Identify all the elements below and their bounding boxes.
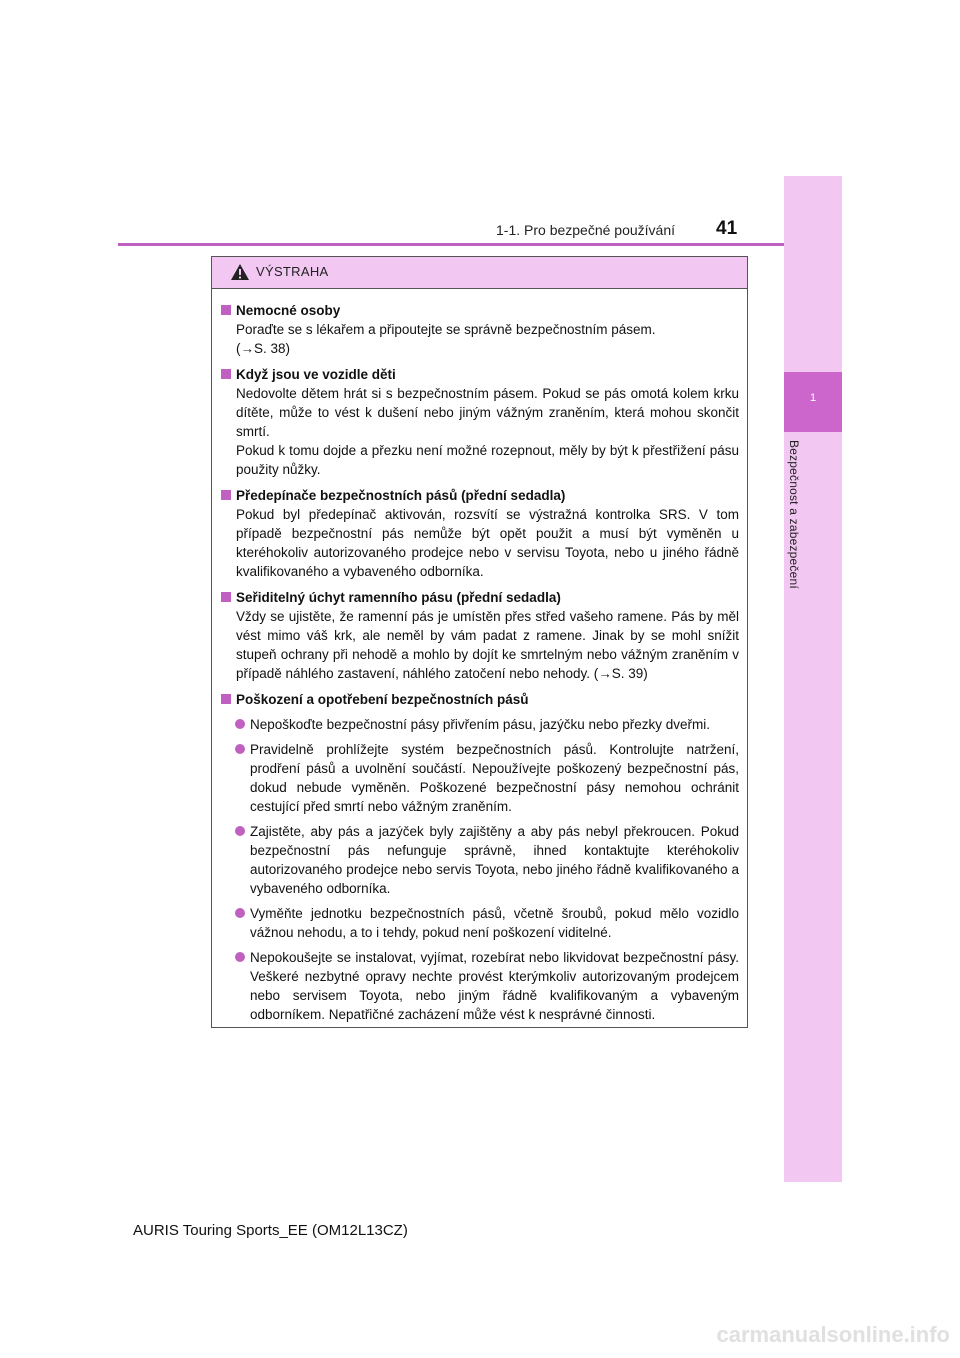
warning-section-text: Nedovolte dětem hrát si s bezpečnostním pásem. Pokud se pás omotá kolem krku dítěte, může to vést k dušení nebo jiným vážným zraněním, která mohou skončit smrtí. Pokud k tomu dojde a přezku není možné rozepnout, měly by být k přestřižení pásu použity nůžky. — [236, 386, 739, 477]
warning-section-title: Když jsou ve vozidle děti — [220, 365, 739, 384]
warning-box — [211, 256, 748, 1028]
warning-body — [212, 289, 747, 1024]
warning-section — [220, 486, 739, 581]
circle-bullet-icon — [235, 719, 245, 729]
header-divider — [118, 243, 784, 246]
footer-model: AURIS Touring Sports_EE (OM12L13CZ) — [133, 1222, 408, 1239]
circle-bullet-icon — [235, 952, 245, 962]
warning-section-text: Poraďte se s lékařem a připoutejte se správně bezpečnostním pásem. (→S. 38) — [236, 322, 656, 356]
warning-section-title: Seřiditelný úchyt ramenního pásu (přední sedadla) — [220, 588, 739, 607]
side-tab-strip — [784, 176, 842, 1182]
warning-section-title: Nemocné osoby — [220, 301, 739, 320]
list-item: Vyměňte jednotku bezpečnostních pásů, včetně šroubů, pokud mělo vozidlo vážnou nehodu, a to i tehdy, pokud není poškození viditelné. — [220, 904, 739, 942]
circle-bullet-icon — [235, 744, 245, 754]
warning-triangle-icon — [230, 263, 250, 281]
warning-section-title: Poškození a opotřebení bezpečnostních pásů — [220, 690, 739, 709]
square-bullet-icon — [221, 490, 231, 500]
chapter-label: Bezpečnost a zabezpečení — [787, 440, 801, 589]
list-item: Nepokoušejte se instalovat, vyjímat, rozebírat nebo likvidovat bezpečnostní pásy. Veškeré nezbytné opravy nechte provést kterýmkoliv autorizovaným prodejcem nebo servisem Toyota, nebo jiným řádně kvalifikovaným a vybaveným odborníkem. Nepatřičné zacházení může vést k nesprávné činnosti. — [220, 948, 739, 1024]
page-number: 41 — [716, 218, 738, 239]
list-item: Nepoškoďte bezpečnostní pásy přivřením pásu, jazýčku nebo přezky dveřmi. — [220, 715, 739, 734]
list-item: Zajistěte, aby pás a jazýček byly zajištěny a aby pás nebyl překroucen. Pokud bezpečnostní pás nefunguje správně, ihned kontaktujte kteréhokoliv autorizovaného prodejce nebo servis Toyota, nebo jiného řádně kvalifikovaného a vybaveného odborníka. — [220, 822, 739, 898]
circle-bullet-icon — [235, 908, 245, 918]
list-item: Pravidelně prohlížejte systém bezpečnostních pásů. Kontrolujte natržení, prodření pásů a uvolnění součástí. Nepoužívejte poškozený bezpečnostní pás, dokud nebude vyměněn. Poškozené bezpečnostní pásy nemohou ochránit cestující před smrtí nebo vážným zraněním. — [220, 740, 739, 816]
warning-header — [212, 257, 747, 289]
warning-section — [220, 588, 739, 683]
warning-section-text: Vždy se ujistěte, že ramenní pás je umístěn přes střed vašeho ramene. Pás by měl vést mimo váš krk, ale neměl by vám padat z ramene. Jinak by se mohl snížit stupeň ochrany při nehodě a mohlo by dojít ke smrtelným nebo vážným zraněním v případě náhlého zastavení, náhlého zatočení nebo nehody. (→S. 39) — [236, 609, 739, 681]
square-bullet-icon — [221, 369, 231, 379]
section-title: 1-1. Pro bezpečné používání — [496, 222, 676, 238]
warning-section — [220, 365, 739, 479]
square-bullet-icon — [221, 592, 231, 602]
warning-section-title: Předepínače bezpečnostních pásů (přední sedadla) — [220, 486, 739, 505]
warning-section-text: Pokud byl předepínač aktivován, rozsvítí se výstražná kontrolka SRS. V tom případě bezpečnostní pás nemůže být opět použit a musí být vyměněn u kteréhokoliv autorizovaného prodejce nebo v servisu Toyota, nebo u jiného řádně kvalifikovaného a vybaveného odborníka. — [236, 507, 739, 579]
watermark: carmanualsonline.info — [716, 1322, 950, 1347]
chapter-number: 1 — [809, 392, 817, 404]
warning-section — [220, 690, 739, 1024]
circle-bullet-icon — [235, 826, 245, 836]
warning-title: VÝSTRAHA — [256, 264, 329, 279]
warning-section — [220, 301, 739, 358]
square-bullet-icon — [221, 305, 231, 315]
square-bullet-icon — [221, 694, 231, 704]
